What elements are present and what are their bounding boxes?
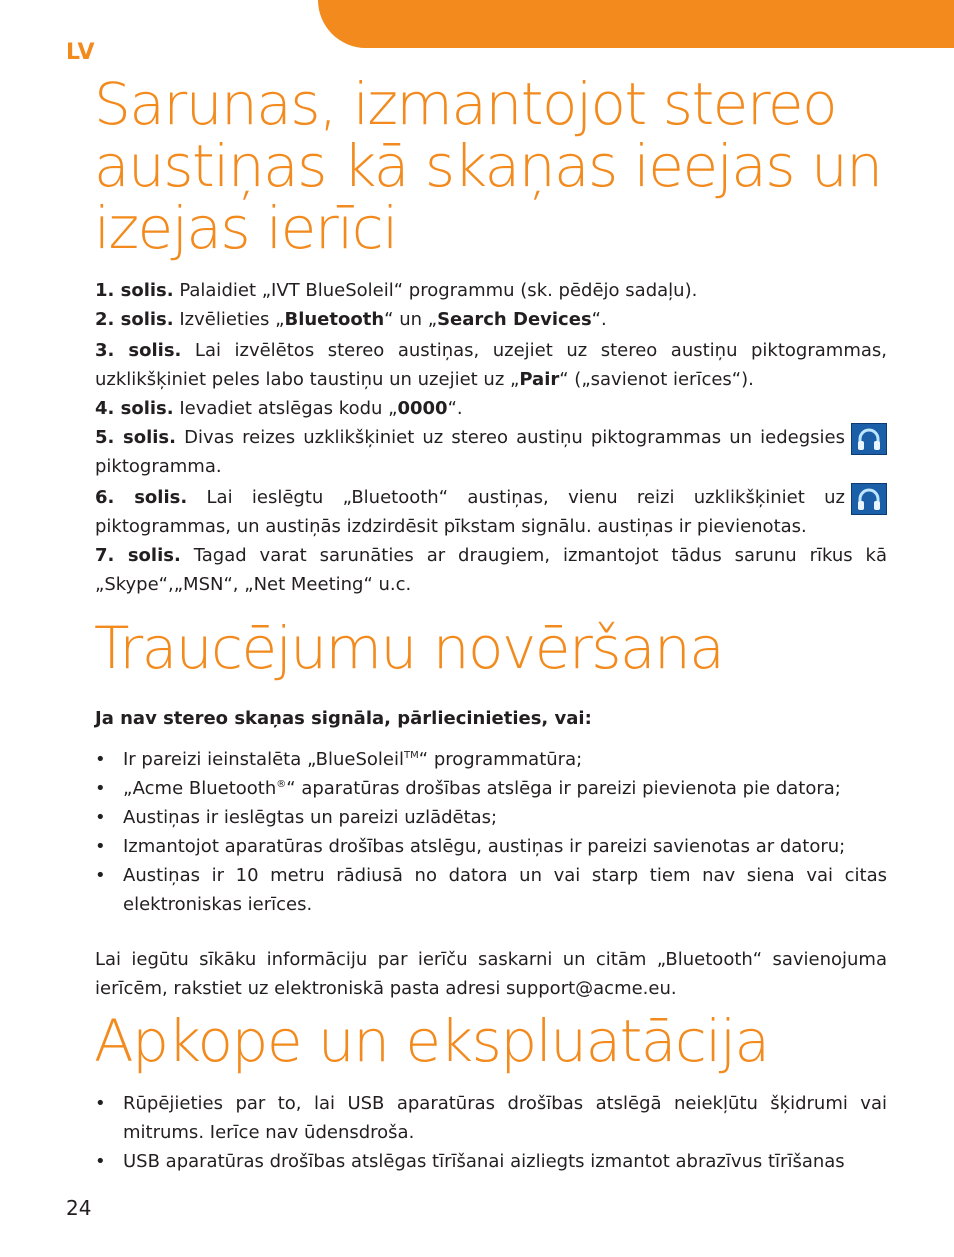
- step-label: 1. solis.: [95, 280, 174, 301]
- step-6: [95, 483, 887, 541]
- step-7: [95, 541, 887, 599]
- headphones-icon: [851, 423, 887, 455]
- step-2: [95, 305, 887, 334]
- step-3: [95, 336, 887, 394]
- step-text: Tagad varat sarunāties ar draugiem, izmantojot tādus sarunu rīkus kā „Skype“,„MSN“, „Net Meeting“ u.c.: [95, 545, 888, 595]
- step-1: [95, 276, 887, 305]
- item-text: “ programmatūra;: [418, 749, 583, 770]
- step-label: 5. solis.: [95, 427, 176, 448]
- title-line-1: Sarunas, izmantojot stereo: [94, 70, 837, 138]
- header-orange-tab: [318, 0, 954, 48]
- section-title-conversations: [94, 70, 882, 262]
- section-title-troubleshooting: Traucējumu novēršana: [94, 614, 724, 682]
- step-bold-term: Pair: [519, 369, 560, 390]
- page-number: 24: [66, 1196, 92, 1220]
- step-text: Izvēlieties „: [179, 309, 285, 330]
- list-item: [95, 745, 887, 774]
- item-text: “ aparatūras drošības atslēga ir pareizi pievienota pie datora;: [286, 778, 841, 799]
- step-label: 4. solis.: [95, 398, 174, 419]
- step-text: Palaidiet „IVT BlueSoleil“ programmu (sk. pēdējo sadaļu).: [179, 280, 698, 301]
- title-line-3: izejas ierīci: [94, 194, 397, 262]
- maintenance-list: [95, 1089, 887, 1176]
- registered-mark: ®: [276, 779, 287, 790]
- step-label: 3. solis.: [95, 340, 182, 361]
- list-item: • Izmantojot aparatūras drošības atslēgu, austiņas ir pareizi savienotas ar datoru;: [95, 832, 887, 861]
- step-5: [95, 423, 887, 481]
- language-label: LV: [66, 40, 96, 65]
- steps-list: [95, 276, 887, 599]
- trademark-mark: TM: [404, 750, 419, 761]
- step-bold-term: 0000: [397, 398, 448, 419]
- step-text: Ievadiet atslēgas kodu „: [179, 398, 398, 419]
- maintenance-content: [95, 1089, 887, 1176]
- troubleshooting-intro: Ja nav stereo skaņas signāla, pārliecinieties, vai:: [95, 708, 592, 729]
- step-text: “.: [591, 309, 607, 330]
- headphones-icon: [851, 483, 887, 515]
- step-4: [95, 394, 887, 423]
- troubleshooting-content: [95, 704, 887, 1003]
- list-item: • Austiņas ir ieslēgtas un pareizi uzlādētas;: [95, 803, 887, 832]
- step-text: “.: [447, 398, 463, 419]
- step-text: “ („savienot ierīces“).: [559, 369, 754, 390]
- step-text: Divas reizes uzklikšķiniet uz stereo austiņu piktogrammas un iedegsies piktogramma.: [95, 427, 845, 477]
- list-item: • Rūpējieties par to, lai USB aparatūras drošības atslēgā neiekļūtu šķidrumi vai mitrums. Ierīce nav ūdensdroša.: [95, 1089, 887, 1147]
- troubleshooting-list: [95, 745, 887, 919]
- step-bold-term: Bluetooth: [284, 309, 385, 330]
- step-bold-term: Search Devices: [437, 309, 592, 330]
- list-item: • USB aparatūras drošības atslēgas tīrīšanai aizliegts izmantot abrazīvus tīrīšanas: [95, 1147, 887, 1176]
- support-contact-text: Lai iegūtu sīkāku informāciju par ierīču saskarni un citām „Bluetooth“ savienojuma ierīcēm, rakstiet uz elektroniskā pasta adresi support@acme.eu.: [95, 949, 887, 999]
- step-text: Lai ieslēgtu „Bluetooth“ austiņas, vienu reizi uzklikšķiniet uz piktogrammas, un austiņās izdzirdēsit pīkstam signālu. austiņas ir pievienotas.: [95, 487, 845, 537]
- step-label: 6. solis.: [95, 487, 188, 508]
- section-title-maintenance: Apkope un ekspluatācija: [94, 1007, 769, 1075]
- item-text: Ir pareizi ieinstalēta „BlueSoleil: [123, 749, 405, 770]
- item-text: „Acme Bluetooth: [123, 778, 277, 799]
- step-label: 2. solis.: [95, 309, 174, 330]
- title-line-2: austiņas kā skaņas ieejas un: [94, 132, 882, 200]
- step-label: 7. solis.: [95, 545, 181, 566]
- step-text: Lai izvēlētos stereo austiņas, uzejiet uz stereo austiņu piktogrammas, uzklikšķiniet peles labo taustiņu un uzejiet uz „: [95, 340, 887, 390]
- list-item: [95, 774, 887, 803]
- list-item: • Austiņas ir 10 metru rādiusā no datora un vai starp tiem nav siena vai citas elektroniskas ierīces.: [95, 861, 887, 919]
- step-text: “ un „: [384, 309, 438, 330]
